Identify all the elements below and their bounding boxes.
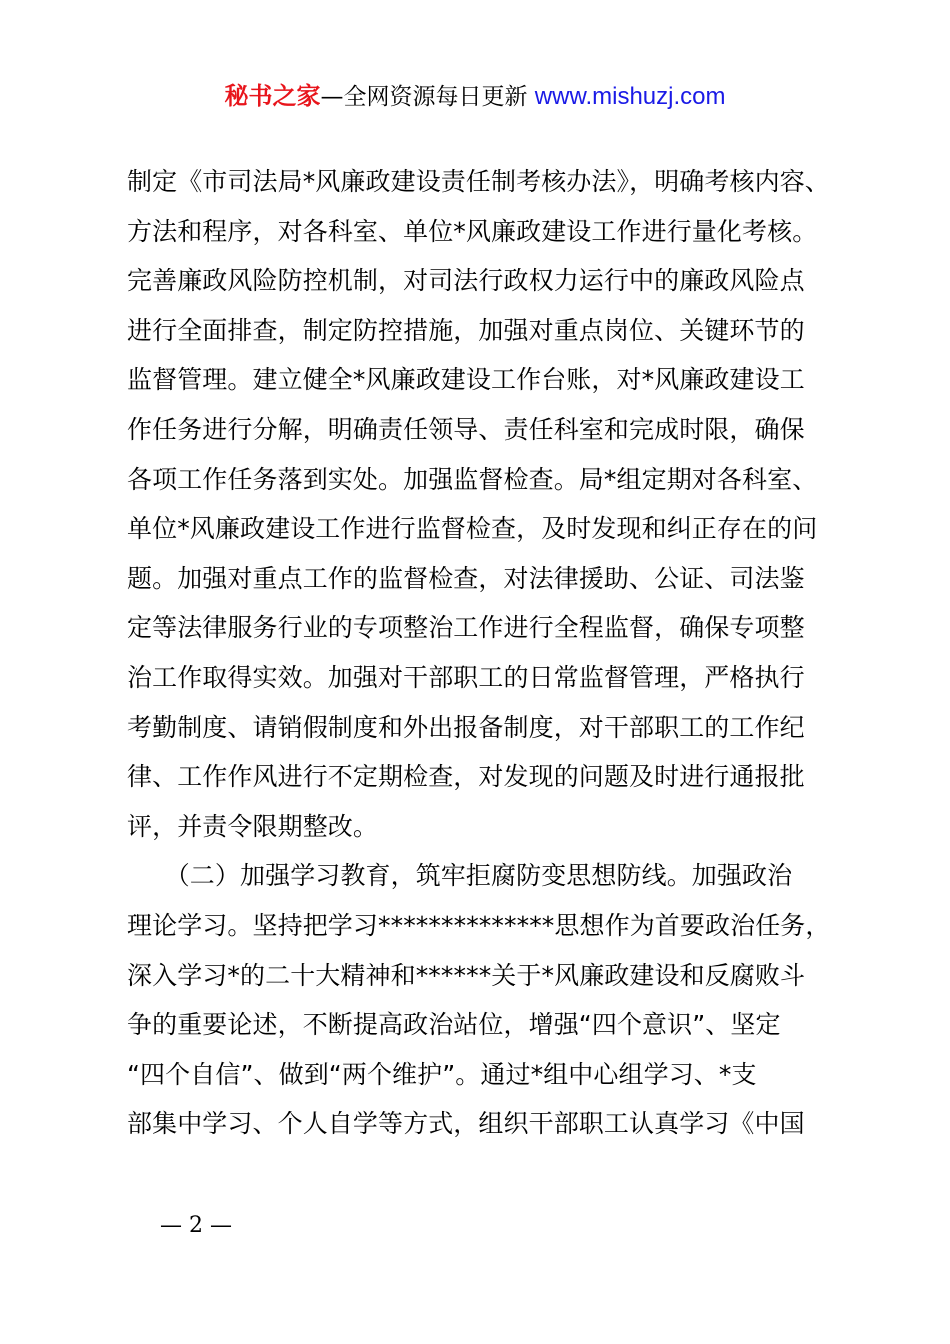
text-line: （二）加强学习教育，筑牢拒腐防变思想防线。加强政治 bbox=[127, 861, 793, 891]
text-line: 各项工作任务落到实处。加强监督检查。局*组定期对各科室、 bbox=[127, 464, 818, 494]
text-line: 作任务进行分解，明确责任领导、责任科室和完成时限，确保 bbox=[127, 414, 805, 444]
text-line: 制定《市司法局*风廉政建设责任制考核办法》，明确考核内容、 bbox=[127, 167, 830, 196]
text-line: 监督管理。建立健全*风廉政建设工作台账，对*风廉政建设工 bbox=[127, 365, 805, 395]
text-line: 完善廉政风险防控机制，对司法行政权力运行中的廉政风险点 bbox=[127, 266, 805, 296]
text-line: 定等法律服务行业的专项整治工作进行全程监督，确保专项整 bbox=[127, 613, 805, 643]
text-line: 评，并责令限期整改。 bbox=[127, 811, 379, 841]
site-brand: 秘书之家 bbox=[224, 82, 321, 110]
text-line: 治工作取得实效。加强对干部职工的日常监督管理，严格执行 bbox=[127, 662, 805, 692]
document-body bbox=[127, 157, 847, 1149]
text-line: 争的重要论述，不断提高政治站位，增强“四个意识”、坚定 bbox=[127, 1010, 781, 1040]
text-line: 考勤制度、请销假制度和外出报备制度，对干部职工的工作纪 bbox=[127, 712, 805, 742]
site-banner bbox=[0, 79, 950, 114]
text-line: 部集中学习、个人自学等方式，组织干部职工认真学习《中国 bbox=[127, 1109, 805, 1139]
text-line: 律、工作作风进行不定期检查，对发现的问题及时进行通报批 bbox=[127, 762, 805, 792]
text-line: 方法和程序，对各科室、单位*风廉政建设工作进行量化考核。 bbox=[127, 216, 818, 246]
text-line: 进行全面排查，制定防控措施，加强对重点岗位、关键环节的 bbox=[127, 315, 805, 345]
text-line: 题。加强对重点工作的监督检查，对法律援助、公证、司法鉴 bbox=[127, 563, 805, 593]
text-line: 深入学习*的二十大精神和******关于*风廉政建设和反腐败斗 bbox=[127, 960, 806, 990]
text-line: 单位*风廉政建设工作进行监督检查，及时发现和纠正存在的问 bbox=[127, 514, 818, 544]
page-number: — 2 — bbox=[160, 1213, 232, 1238]
text-line: “四个自信”、做到“两个维护”。通过*组中心组学习、*支 bbox=[127, 1059, 757, 1089]
site-url-link[interactable]: www.mishuzj.com bbox=[534, 83, 726, 110]
site-tagline: —全网资源每日更新 bbox=[320, 84, 528, 110]
text-line: 理论学习。坚持把学习**************思想作为首要政治任务， bbox=[127, 910, 831, 940]
